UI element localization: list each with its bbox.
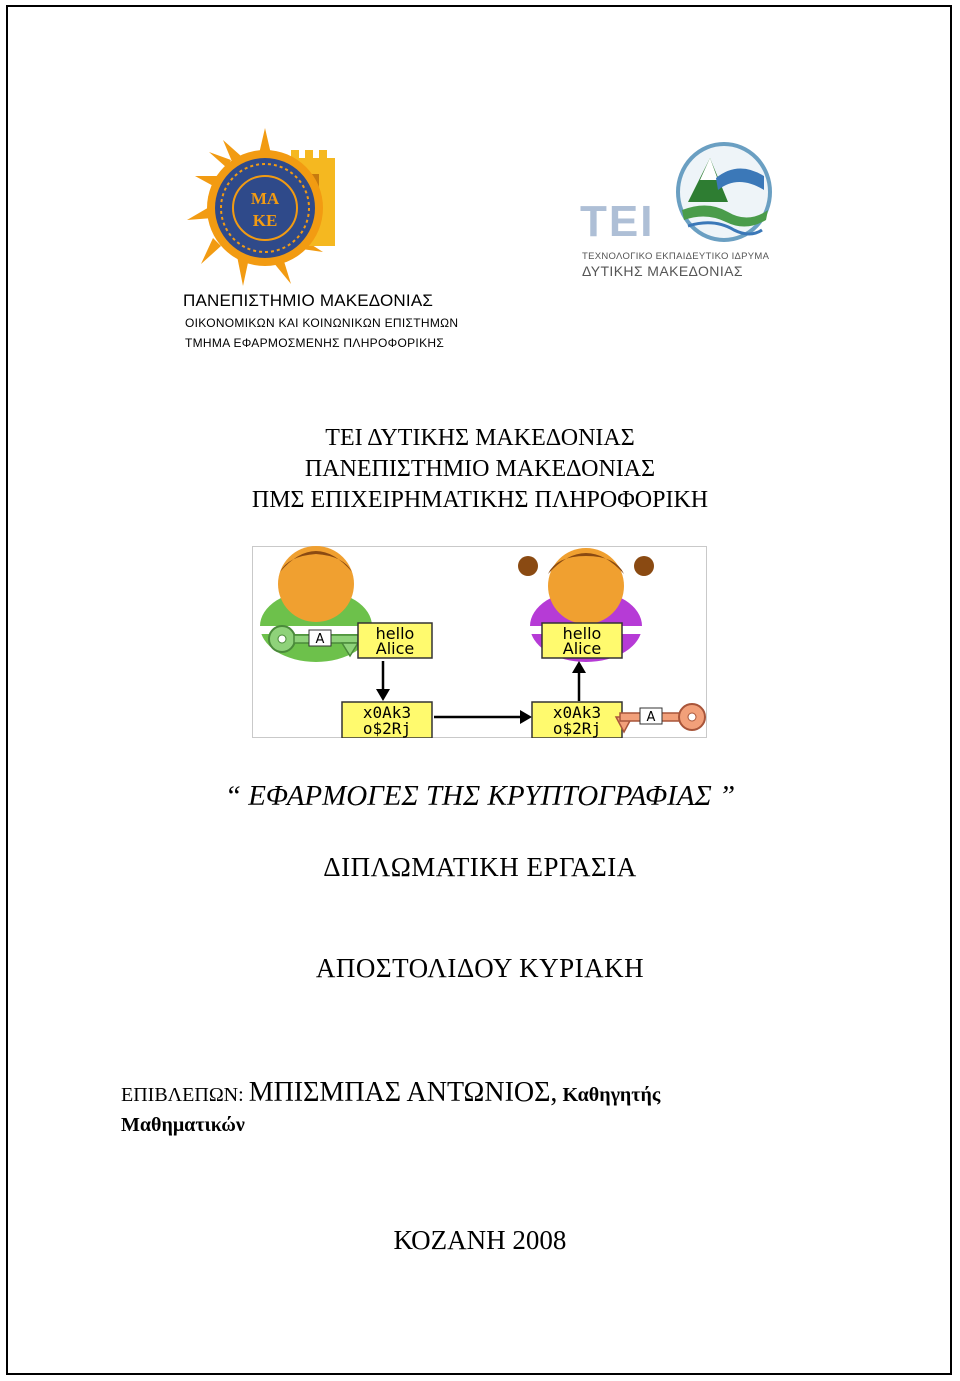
ciphertext-line1-receiver: x0Ak3 [552,703,602,722]
supervisor-department: Μαθηματικών [121,1114,245,1136]
uom-seal-text-top: ΜΑ [250,189,280,208]
uom-seal-graphic [183,128,353,288]
uom-faculty: ΟΙΚΟΝΟΜΙΚΩΝ ΚΑΙ ΚΟΙΝΩΝΙΚΩΝ ΕΠΙΣΤΗΜΩΝ [185,316,459,330]
institution-line-3: ΠΜΣ ΕΠΙΧΕΙΡΗΜΑΤΙΚΗΣ ΠΛΗΡΟΦΟΡΙΚΗ [251,487,709,513]
uom-logo [183,128,353,288]
supervisor-title: Καθηγητής [562,1084,661,1106]
plaintext-line2-sender: Alice [375,639,415,658]
thesis-type: ΔΙΠΛΩΜΑΤΙΚΗ ΕΡΓΑΣΙΑ [323,852,637,882]
key-label-receiver: A [646,710,656,725]
plaintext-line1-receiver: hello [562,624,602,643]
tei-emblem-graphic [578,140,778,252]
thesis-title: “ ΕΦΑΡΜΟΓΕΣ ΤΗΣ ΚΡΥΠΤΟΓΡΑΦΙΑΣ ” [224,780,736,812]
supervisor-block [121,1078,861,1140]
institution-line-2: ΠΑΝΕΠΙΣΤΗΜΙΟ ΜΑΚΕΔΟΝΙΑΣ [304,456,656,482]
uom-name: ΠΑΝΕΠΙΣΤΗΜΙΟ ΜΑΚΕΔΟΝΙΑΣ [183,291,434,310]
cryptography-diagram [252,546,707,738]
key-label-sender: A [315,632,325,647]
ciphertext-line2-sender: o$2Rj [362,719,412,738]
plaintext-line2-receiver: Alice [562,639,602,658]
author-name: ΑΠΟΣΤΟΛΙΔΟΥ ΚΥΡΙΑΚΗ [315,953,645,983]
place-year: ΚΟΖΑΝΗ 2008 [393,1225,567,1255]
tei-name-line2: ΔΥΤΙΚΗΣ ΜΑΚΕΔΟΝΙΑΣ [582,263,743,279]
ciphertext-line1-sender: x0Ak3 [362,703,412,722]
tei-name-line1: ΤΕΧΝΟΛΟΓΙΚΟ ΕΚΠΑΙΔΕΥΤΙΚΟ ΙΔΡΥΜΑ [582,251,770,262]
tei-mark: TEI [580,197,655,246]
uom-department: ΤΜΗΜΑ ΕΦΑΡΜΟΣΜΕΝΗΣ ΠΛΗΡΟΦΟΡΙΚΗΣ [185,336,445,350]
ciphertext-line2-receiver: o$2Rj [552,719,602,738]
institution-line-1: ΤΕΙ ΔΥΤΙΚΗΣ ΜΑΚΕΔΟΝΙΑΣ [325,425,635,451]
tei-logo [578,140,778,252]
plaintext-line1-sender: hello [375,624,415,643]
uom-seal-text-bottom: ΚΕ [252,211,278,230]
supervisor-name: ΜΠΙΣΜΠΑΣ ΑΝΤΩΝΙΟΣ, [248,1077,558,1108]
supervisor-label: ΕΠΙΒΛΕΠΩΝ: [121,1084,244,1106]
